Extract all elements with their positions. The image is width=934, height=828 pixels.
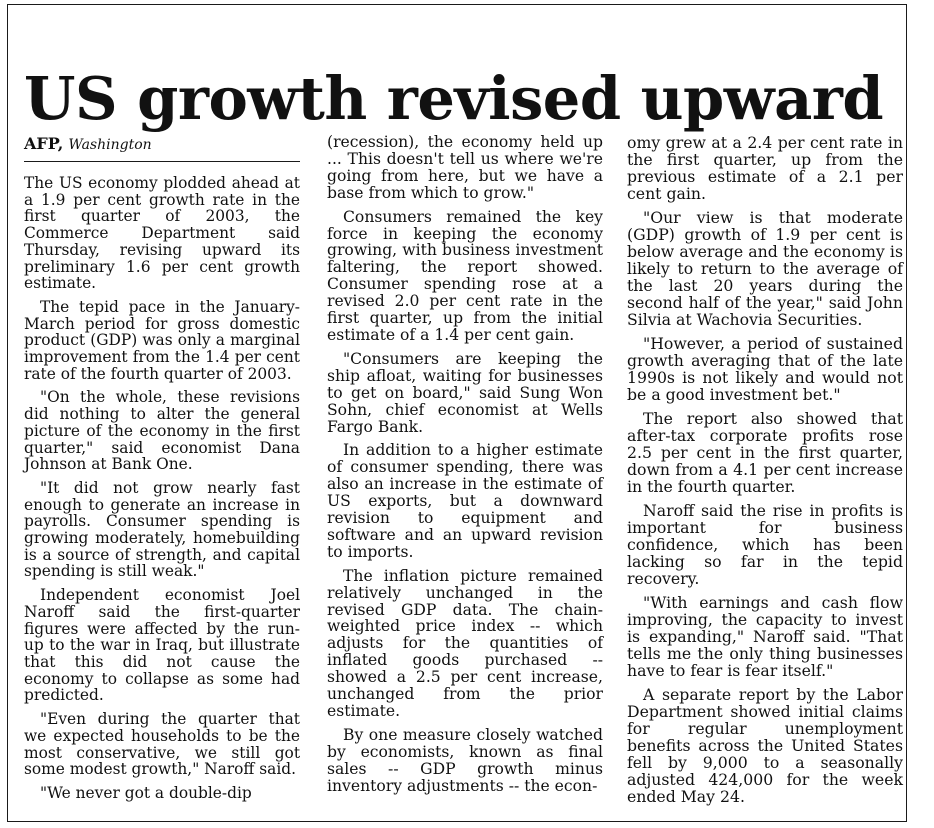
paragraph: In addition to a higher estimate of consumer spending, there was also an increase in the estimate of US exports, but a downward revision to equipment and software and an upward revision to imports.: [327, 441, 603, 561]
byline-agency: AFP,: [24, 134, 64, 153]
paragraph: The US economy plodded ahead at a 1.9 per cent growth rate in the first quarter of 2003, the Commerce Department said Thursday, revising upward its preliminary 1.6 per cent growth estimate.: [24, 174, 300, 293]
paragraph: "With earnings and cash flow improving, the capacity to invest is expanding," Naroff said. "That tells me the only thing businesses have to fear is fear itself.": [627, 593, 903, 680]
column-1: [24, 134, 300, 802]
paragraph: By one measure closely watched by economists, known as final sales -- GDP growth minus inventory adjustments -- the econ-: [327, 725, 603, 795]
column-3: [627, 134, 903, 805]
byline-location: Washington: [68, 137, 152, 153]
paragraph: omy grew at a 2.4 per cent rate in the first quarter, up from the previous estimate of a 2.1 per cent gain.: [627, 133, 903, 203]
paragraph: Independent economist Joel Naroff said the first-quarter figures were affected by the run-up to the war in Iraq, but illustrate that this did not cause the economy to collapse as some had predicted.: [24, 586, 300, 705]
paragraph: "On the whole, these revisions did nothing to alter the general picture of the economy in the first quarter," said economist Dana Johnson at Bank One.: [24, 388, 300, 474]
paragraph: "Consumers are keeping the ship afloat, waiting for businesses to get on board," said Sung Won Sohn, chief economist at Wells Fargo Bank.: [327, 349, 603, 436]
paragraph: "Our view is that moderate (GDP) growth of 1.9 per cent is below average and the economy is likely to return to the average of the last 20 years during the second half of the year," said John Silvia at Wachovia Securities.: [627, 208, 903, 329]
headline: US growth revised upward: [24, 63, 884, 133]
paragraph: "We never got a double-dip: [40, 783, 252, 802]
paragraph: Naroff said the rise in profits is important for business confidence, which has been lacking so far in the tepid recovery.: [627, 501, 903, 588]
paragraph: The inflation picture remained relatively unchanged in the revised GDP data. The chain-weighted price index -- which adjusts for the quantities of inflated goods purchased -- showed a 2.5 per cent increase, unchanged from the prior estimate.: [327, 566, 603, 720]
paragraph: Consumers remained the key force in keeping the economy growing, with business investment faltering, the report showed. Consumer spending rose at a revised 2.0 per cent rate in the first quarter, up from the initial estimate of a 1.4 per cent gain.: [327, 207, 603, 344]
column-2: [327, 134, 603, 795]
paragraph: (recession), the economy held up ... This doesn't tell us where we're going from here, but we have a base from which to grow.": [327, 133, 603, 202]
paragraph: The tepid pace in the January-March period for gross domestic product (GDP) was only a marginal improvement from the 1.4 per cent rate of the fourth quarter of 2003.: [24, 297, 300, 383]
byline: [24, 134, 300, 162]
paragraph: "It did not grow nearly fast enough to generate an increase in payrolls. Consumer spending is growing moderately, homebuilding is a source of strength, and capital spending is still weak.": [24, 478, 300, 581]
paragraph: "Even during the quarter that we expected households to be the most conservative, we still got some modest growth," Naroff said.: [24, 710, 300, 779]
paragraph: The report also showed that after-tax corporate profits rose 2.5 per cent in the first quarter, down from a 4.1 per cent increase in the fourth quarter.: [627, 409, 903, 496]
paragraph: A separate report by the Labor Department showed initial claims for regular unemployment benefits across the United States fell by 9,000 to a seasonally adjusted 424,000 for the week ended May 24.: [627, 685, 903, 806]
paragraph: "However, a period of sustained growth averaging that of the late 1990s is not likely and would not be a good investment bet.": [627, 334, 903, 404]
